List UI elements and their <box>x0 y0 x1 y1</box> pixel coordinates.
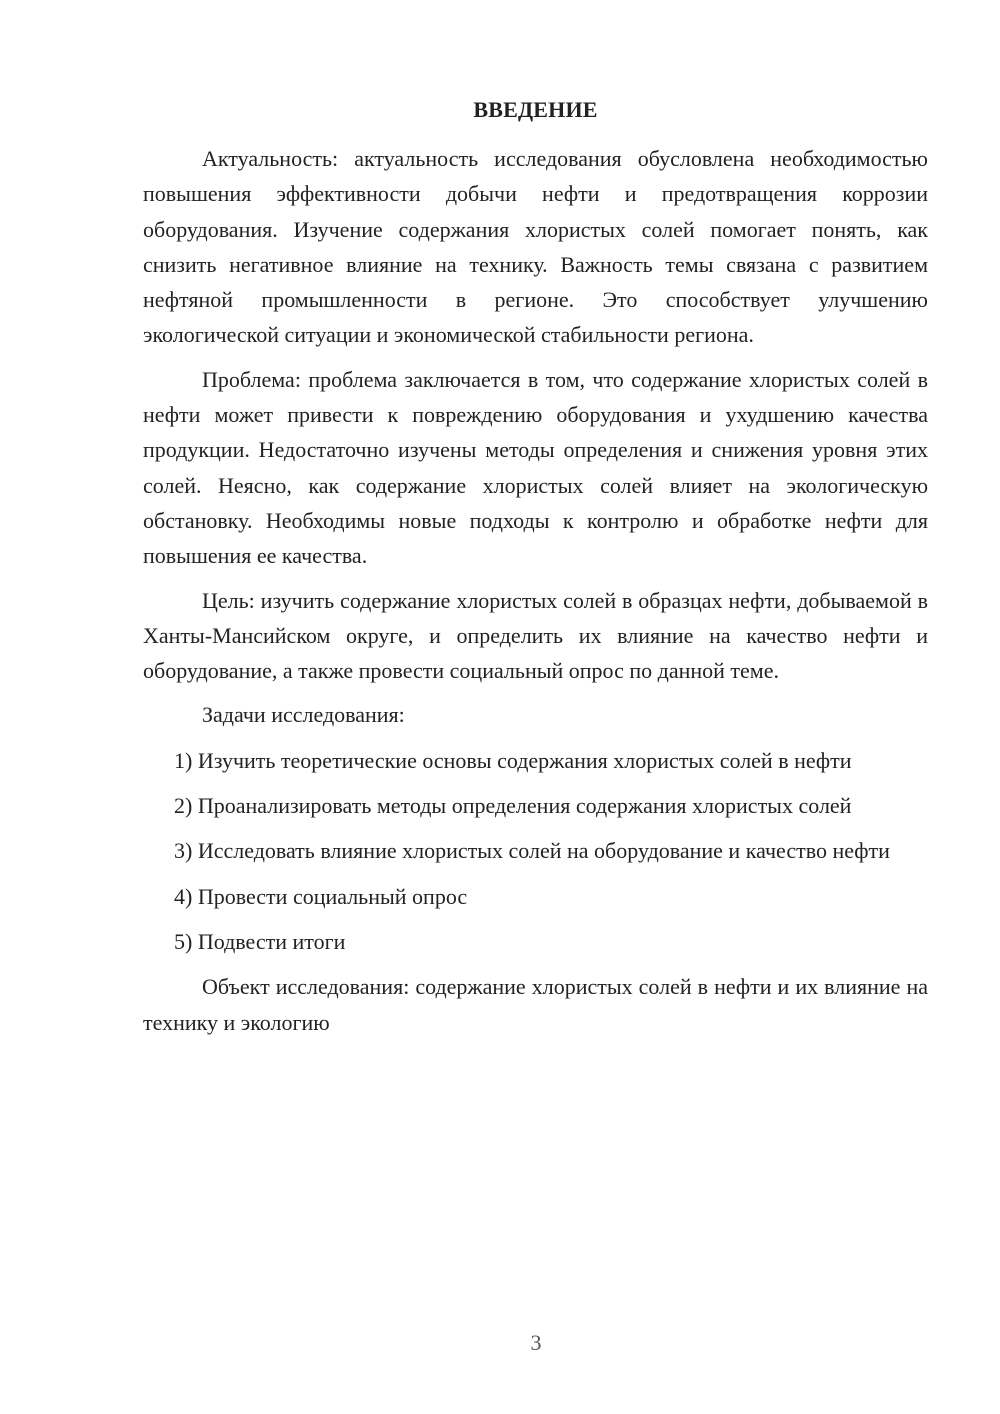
document-page <box>143 92 928 1049</box>
page-number: 3 <box>530 1330 542 1355</box>
section-title: ВВЕДЕНИЕ <box>473 97 598 122</box>
problem-paragraph: Проблема: проблема заключается в том, что содержание хлористых солей в нефти может привести к повреждению оборудования и ухудшению качества продукции. Недостаточно изучены методы определения и снижения уровня этих солей. Неясно, как содержание хлористых солей влияет на экологическую обстановку. Необходимы новые подходы к контролю и обработке нефти для повышения ее качества. <box>143 366 928 569</box>
relevance-paragraph: Актуальность: актуальность исследования обусловлена необходимостью повышения эффективности добычи нефти и предотвращения коррозии оборудования. Изучение содержания хлористых солей помогает понять, как снизить негативное влияние на технику. Важность темы связана с развитием нефтяной промышленности в регионе. Это способствует улучшению экологической ситуации и экономической стабильности региона. <box>143 146 928 348</box>
tasks-list <box>143 743 928 959</box>
task-item: 1) Изучить теоретические основы содержания хлористых солей в нефти <box>174 747 852 773</box>
object-paragraph: Объект исследования: содержание хлористых солей в нефти и их влияние на технику и экологию <box>143 974 928 1035</box>
tasks-heading: Задачи исследования: <box>202 702 405 728</box>
task-item: 3) Исследовать влияние хлористых солей на оборудование и качество нефти <box>174 838 890 864</box>
task-item: 5) Подвести итоги <box>174 928 346 954</box>
goal-paragraph: Цель: изучить содержание хлористых солей в образцах нефти, добываемой в Ханты-Мансийском округе, и определить их влияние на качество нефти и оборудование, а также провести социальный опрос по данной теме. <box>143 587 928 684</box>
task-item: 4) Провести социальный опрос <box>174 883 468 909</box>
task-item: 2) Проанализировать методы определения содержания хлористых солей <box>174 793 852 819</box>
